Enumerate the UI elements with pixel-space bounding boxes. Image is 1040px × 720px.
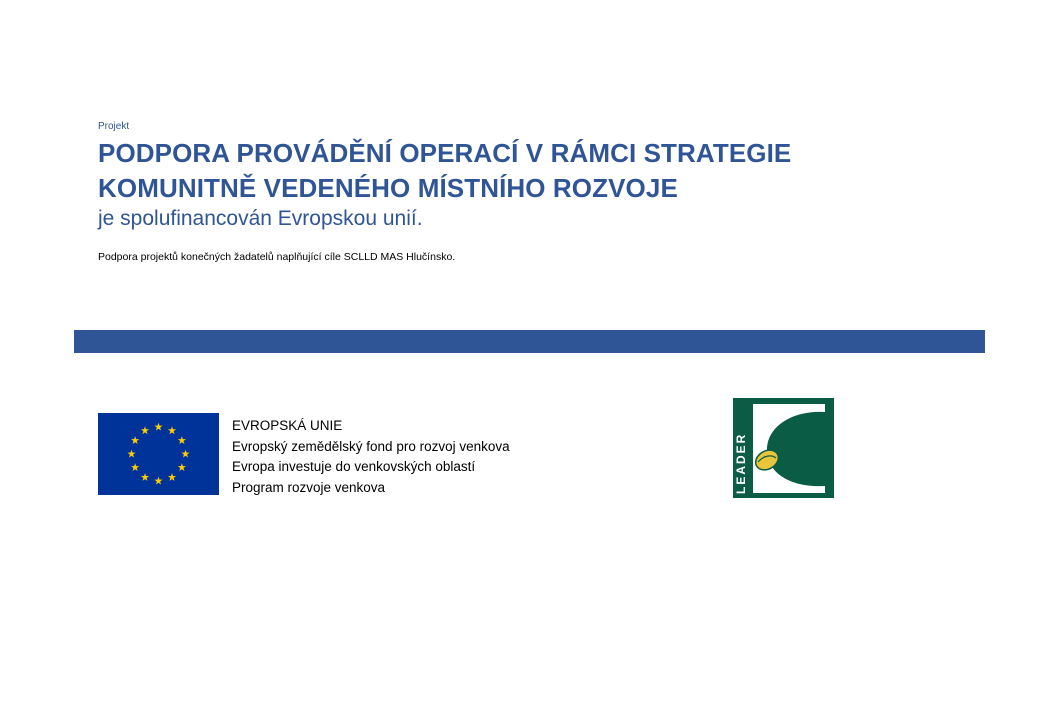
project-description: Podpora projektů konečných žadatelů naplňující cíle SCLLD MAS Hlučínsko. <box>98 251 456 263</box>
eu-line-slogan: Evropa investuje do venkovských oblastí <box>232 459 476 474</box>
leader-logo-icon <box>733 398 834 498</box>
project-title-line-1: PODPORA PROVÁDĚNÍ OPERACÍ V RÁMCI STRATEGIE <box>98 138 792 168</box>
eu-line-title: EVROPSKÁ UNIE <box>232 418 343 433</box>
divider-bar <box>74 330 985 353</box>
leader-logo-text: LEADER <box>734 432 748 494</box>
project-subtitle: je spolufinancován Evropskou unií. <box>98 207 423 230</box>
eu-line-program: Program rozvoje venkova <box>232 479 386 495</box>
eu-line-fund: Evropský zemědělský fond pro rozvoj venkova <box>232 438 510 454</box>
eu-flag-icon <box>98 413 219 495</box>
project-label: Projekt <box>98 121 130 132</box>
project-title-line-2: KOMUNITNĚ VEDENÉHO MÍSTNÍHO ROZVOJE <box>98 173 678 203</box>
eu-text-block <box>232 416 510 498</box>
